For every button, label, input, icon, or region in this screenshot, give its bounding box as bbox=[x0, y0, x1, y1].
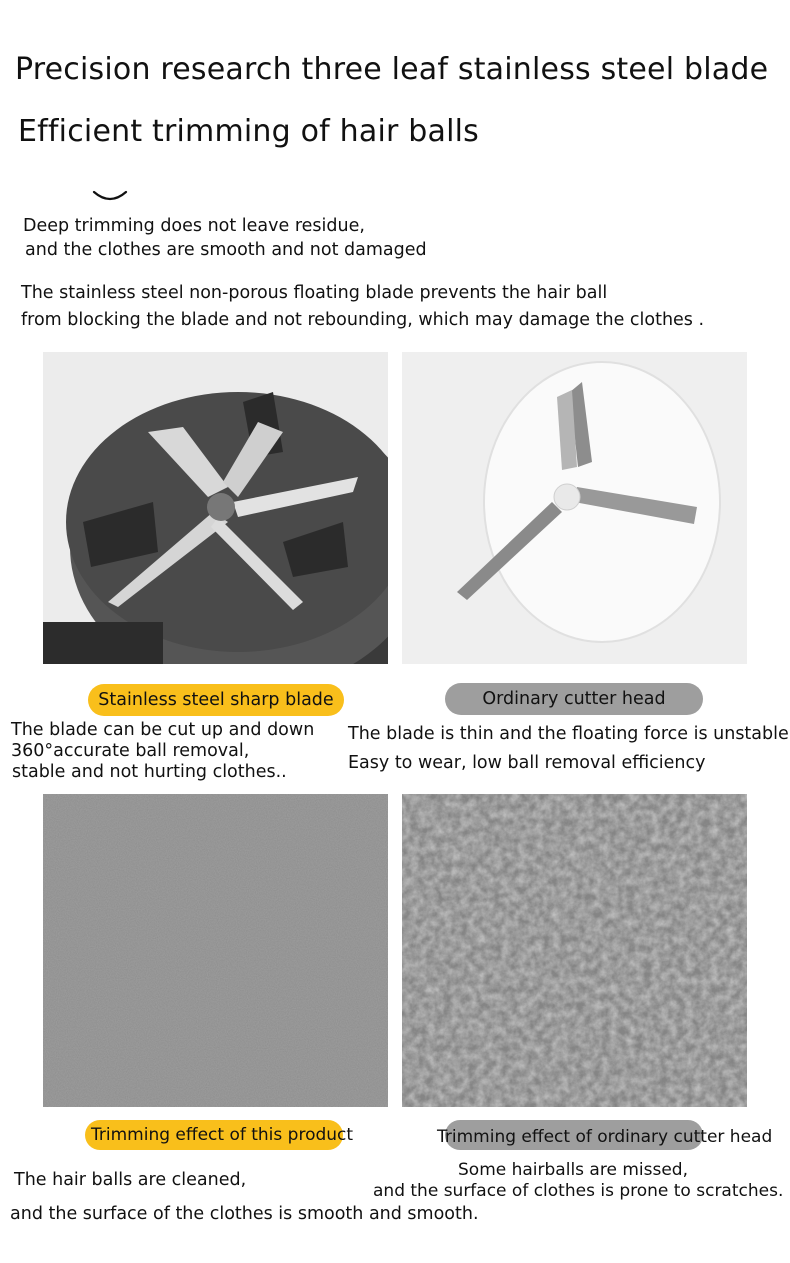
floating-blade-line-2: from blocking the blade and not rebounding, which may damage the clothes . bbox=[21, 310, 705, 330]
deep-trim-text bbox=[23, 214, 427, 262]
ordinary-desc-line-2: Easy to wear, low ball removal efficiency bbox=[348, 753, 706, 773]
product-effect-line-1: The hair balls are cleaned, bbox=[14, 1170, 247, 1190]
product-blade-label: Stainless steel sharp blade bbox=[88, 684, 344, 716]
ordinary-fabric-image bbox=[402, 794, 747, 1107]
stainless-blade-image bbox=[43, 352, 388, 664]
floating-blade-line-1: The stainless steel non-porous floating blade prevents the hair ball bbox=[21, 283, 608, 303]
deep-trim-line-2: and the clothes are smooth and not damaged bbox=[25, 240, 427, 260]
product-effect-line-2: and the surface of the clothes is smooth and smooth. bbox=[10, 1204, 479, 1224]
ordinary-effect-label: Trimming effect of ordinary cutter head bbox=[437, 1127, 773, 1147]
product-effect-label: Trimming effect of this product bbox=[85, 1120, 343, 1150]
ordinary-cutter-description bbox=[348, 720, 789, 778]
ordinary-cutter-image bbox=[402, 352, 747, 664]
ordinary-effect-line-1: Some hairballs are missed, bbox=[458, 1160, 688, 1180]
product-blade-description bbox=[11, 720, 314, 783]
ordinary-cutter-label: Ordinary cutter head bbox=[445, 683, 703, 715]
deep-trim-line-1: Deep trimming does not leave residue, bbox=[23, 216, 365, 236]
ordinary-desc-line-1: The blade is thin and the floating force is unstable bbox=[348, 724, 789, 744]
product-fabric-image bbox=[43, 794, 388, 1107]
smile-arc-icon bbox=[90, 188, 130, 206]
floating-blade-text bbox=[21, 280, 704, 334]
product-desc-line-2: 360°accurate ball removal, bbox=[11, 741, 250, 761]
page-subtitle: Efficient trimming of hair balls bbox=[18, 114, 479, 149]
page-title: Precision research three leaf stainless steel blade bbox=[15, 52, 769, 87]
product-desc-line-3: stable and not hurting clothes.. bbox=[12, 762, 287, 782]
ordinary-effect-line-2: and the surface of clothes is prone to scratches. bbox=[373, 1181, 784, 1201]
product-desc-line-1: The blade can be cut up and down bbox=[11, 720, 315, 740]
